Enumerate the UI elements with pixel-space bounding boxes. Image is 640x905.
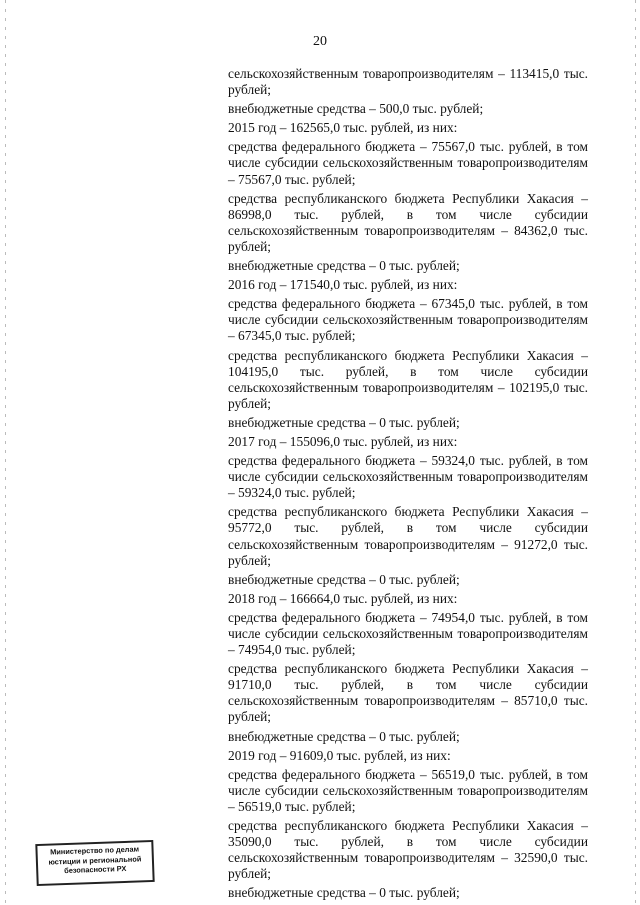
paragraph: внебюджетные средства – 0 тыс. рублей;: [228, 258, 460, 274]
paragraph: средства федерального бюджета – 75567,0 тыс. рублей, в том числе субсидии сельскохозяйственным товаропроизводителям – 75567,0 тыс. рублей;: [228, 139, 588, 187]
paragraph: 2018 год – 166664,0 тыс. рублей, из них:: [228, 590, 458, 606]
paragraph: средства федерального бюджета – 56519,0 тыс. рублей, в том числе субсидии сельскохозяйственным товаропроизводителям – 56519,0 тыс. рублей;: [228, 766, 588, 814]
paragraph: средства республиканского бюджета Республики Хакасия – 95772,0 тыс. рублей, в том числе субсидии сельскохозяйственным товаропроизводителям – 91272,0 тыс. рублей;: [228, 504, 588, 568]
paragraph: средства федерального бюджета – 74954,0 тыс. рублей, в том числе субсидии сельскохозяйственным товаропроизводителям – 74954,0 тыс. рублей;: [228, 609, 588, 658]
ministry-stamp: [35, 840, 154, 886]
paragraph: внебюджетные средства – 0 тыс. рублей;: [228, 885, 460, 901]
paragraph: 2015 год – 162565,0 тыс. рублей, из них:: [228, 120, 458, 136]
stamp-line: безопасности РХ: [64, 864, 127, 876]
paragraph: средства республиканского бюджета Республики Хакасия – 104195,0 тыс. рублей, в том числе субсидии сельскохозяйственным товаропроизводителям – 102195,0 тыс. рублей;: [228, 347, 588, 411]
paragraph: 2016 год – 171540,0 тыс. рублей, из них:: [228, 277, 458, 293]
paragraph: средства федерального бюджета – 67345,0 тыс. рублей, в том числе субсидии сельскохозяйственным товаропроизводителям – 67345,0 тыс. рублей;: [228, 296, 588, 344]
stamp-line: Министерство по делам: [49, 844, 140, 857]
paragraph: средства республиканского бюджета Республики Хакасия – 86998,0 тыс. рублей, в том числе субсидии сельскохозяйственным товаропроизводителям – 84362,0 тыс. рублей;: [228, 190, 588, 254]
right-scan-edge: [635, 0, 636, 905]
document-body: [228, 66, 588, 905]
stamp-line: юстиции и региональной: [48, 853, 142, 867]
paragraph: внебюджетные средства – 0 тыс. рублей;: [228, 728, 460, 744]
paragraph: внебюджетные средства – 0 тыс. рублей;: [228, 414, 460, 430]
page-number: 20: [313, 34, 327, 49]
paragraph: внебюджетные средства – 500,0 тыс. рублей;: [228, 101, 484, 117]
paragraph: внебюджетные средства – 0 тыс. рублей;: [228, 571, 460, 587]
left-scan-edge: [5, 0, 6, 905]
paragraph: средства республиканского бюджета Республики Хакасия – 35090,0 тыс. рублей, в том числе субсидии сельскохозяйственным товаропроизводителям – 32590,0 тыс. рублей;: [228, 818, 588, 882]
paragraph: средства республиканского бюджета Республики Хакасия – 91710,0 тыс. рублей, в том числе субсидии сельскохозяйственным товаропроизводителям – 85710,0 тыс. рублей;: [228, 661, 588, 725]
paragraph: сельскохозяйственным товаропроизводителям – 113415,0 тыс. рублей;: [228, 66, 588, 98]
paragraph: 2019 год – 91609,0 тыс. рублей, из них:: [228, 747, 451, 763]
paragraph: средства федерального бюджета – 59324,0 тыс. рублей, в том числе субсидии сельскохозяйственным товаропроизводителям – 59324,0 тыс. рублей;: [228, 453, 588, 501]
paragraph: 2017 год – 155096,0 тыс. рублей, из них:: [228, 433, 458, 449]
